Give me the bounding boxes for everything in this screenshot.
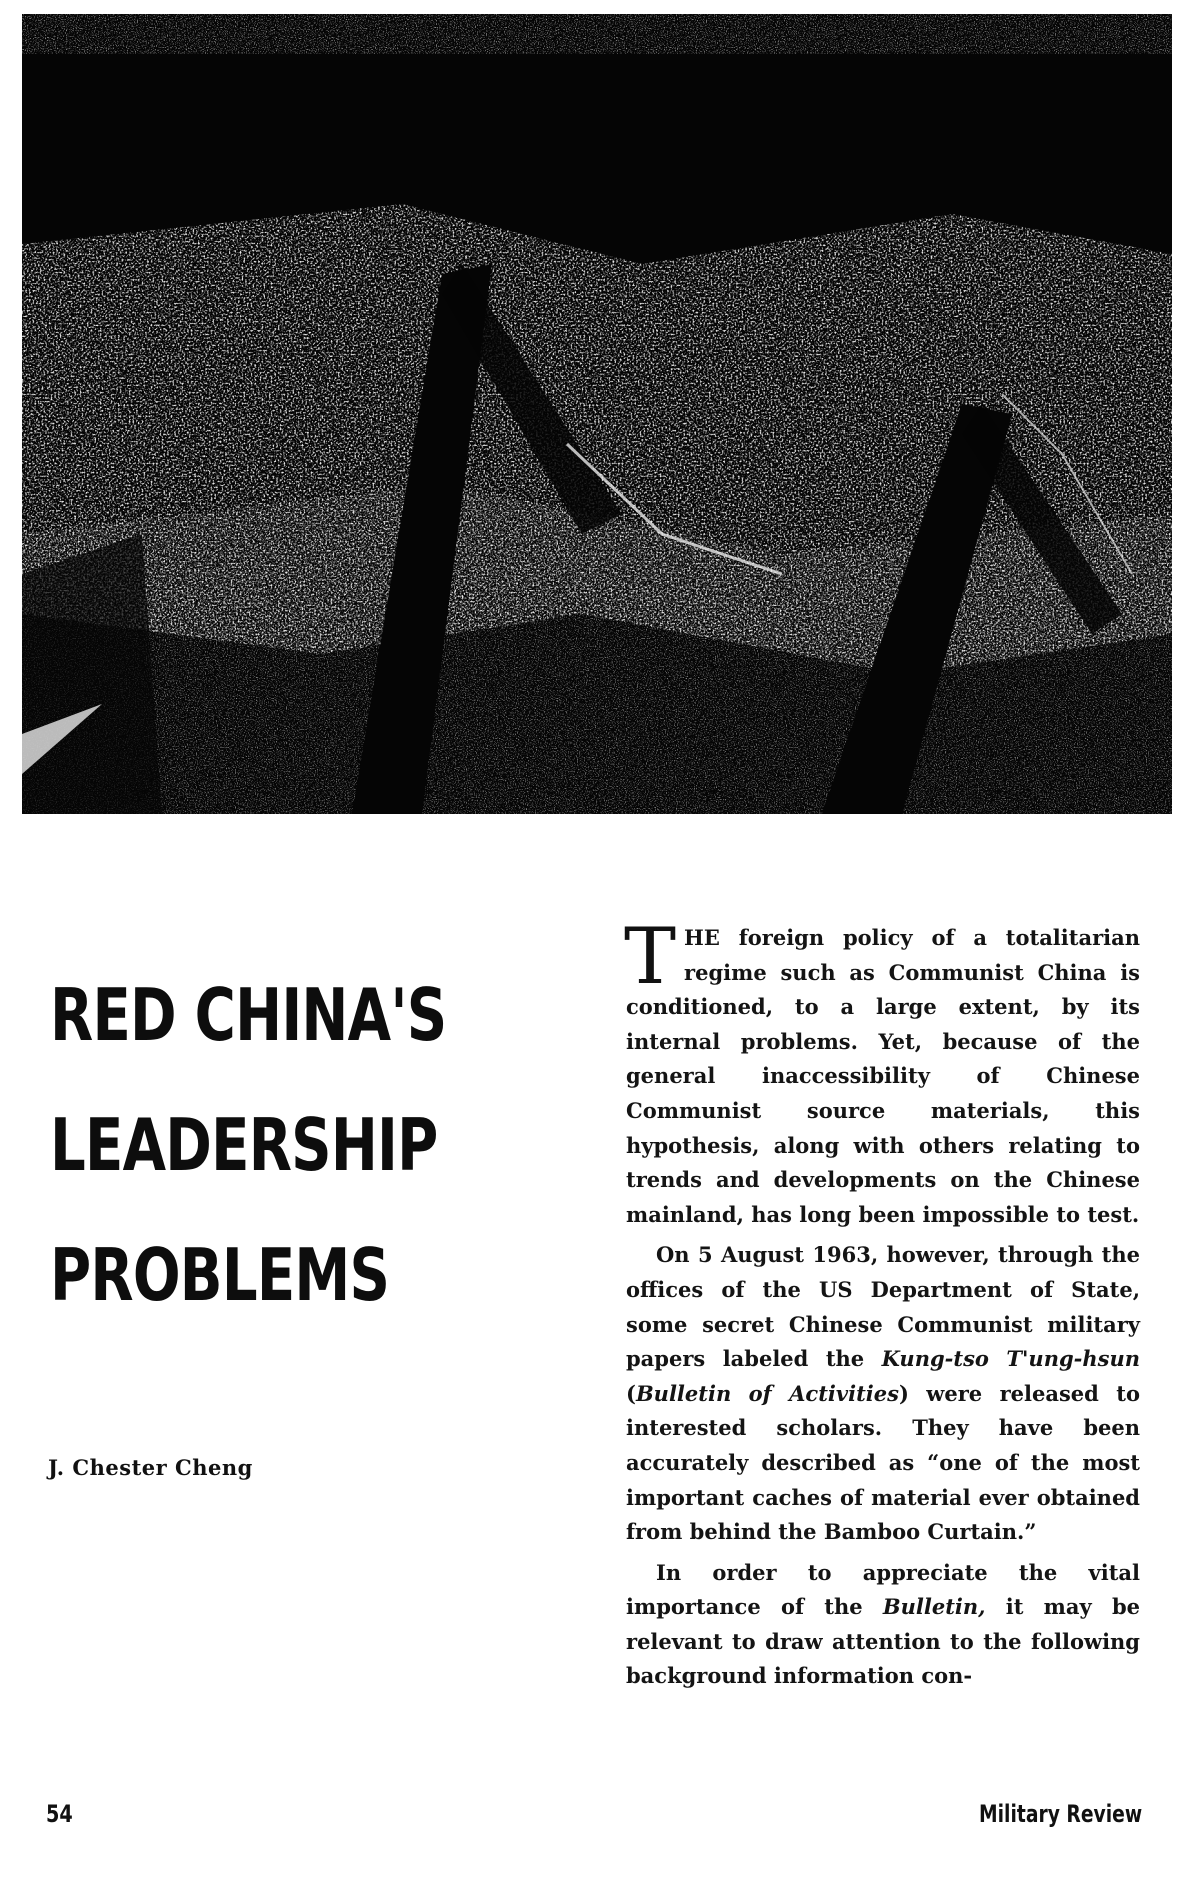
- journal-name: Military Review: [978, 1800, 1142, 1828]
- article-photo: [22, 14, 1172, 814]
- photo-graphic: [22, 14, 1172, 814]
- paragraph-3-italic-1: Bulletin,: [882, 1594, 986, 1620]
- paragraph-2-part-3: ) were released to interested scholars. They have been accurately described as “one of the most important caches of material ever obtained from behind the Bamboo Curtain.”: [626, 1380, 1140, 1545]
- paragraph-2-part-2: (: [626, 1380, 636, 1406]
- drop-cap: T: [624, 912, 677, 1002]
- title-line-2: LEADERSHIP: [50, 1103, 438, 1187]
- article-body: [624, 912, 1141, 1694]
- author-byline: J. Chester Cheng: [48, 1455, 253, 1480]
- page-number: 54: [46, 1800, 73, 1828]
- article-title: [50, 950, 447, 1340]
- paragraph-1-text: HE foreign policy of a totalitarian regime such as Communist China is conditioned, to a large extent, by its internal problems. Yet, because of the general inaccessibility of Chinese Communist source materials, this hypothesis, along with others relating to trends and developments on the Chinese mainland, has long been impossible to test.: [626, 925, 1140, 1227]
- title-line-1: RED CHINA'S: [50, 973, 447, 1057]
- paragraph-3: [626, 1556, 1140, 1694]
- paragraph-1: [624, 912, 1140, 1232]
- paragraph-2-italic-2: Bulletin of Activities: [635, 1380, 899, 1406]
- title-line-3: PROBLEMS: [50, 1233, 390, 1317]
- paragraph-2-part-1: On 5 August 1963, however, through the offices of the US Department of State, some secret Chinese Communist military papers labeled the: [626, 1242, 1140, 1372]
- paragraph-2: [626, 1238, 1140, 1549]
- paragraph-3-part-2: it may be relevant to draw attention to the following background information con-: [626, 1594, 1141, 1689]
- paragraph-2-italic-1: Kung-tso T'ung-hsun: [881, 1346, 1140, 1372]
- paragraph-3-part-1: In order to appreciate the vital importance of the: [626, 1559, 1140, 1620]
